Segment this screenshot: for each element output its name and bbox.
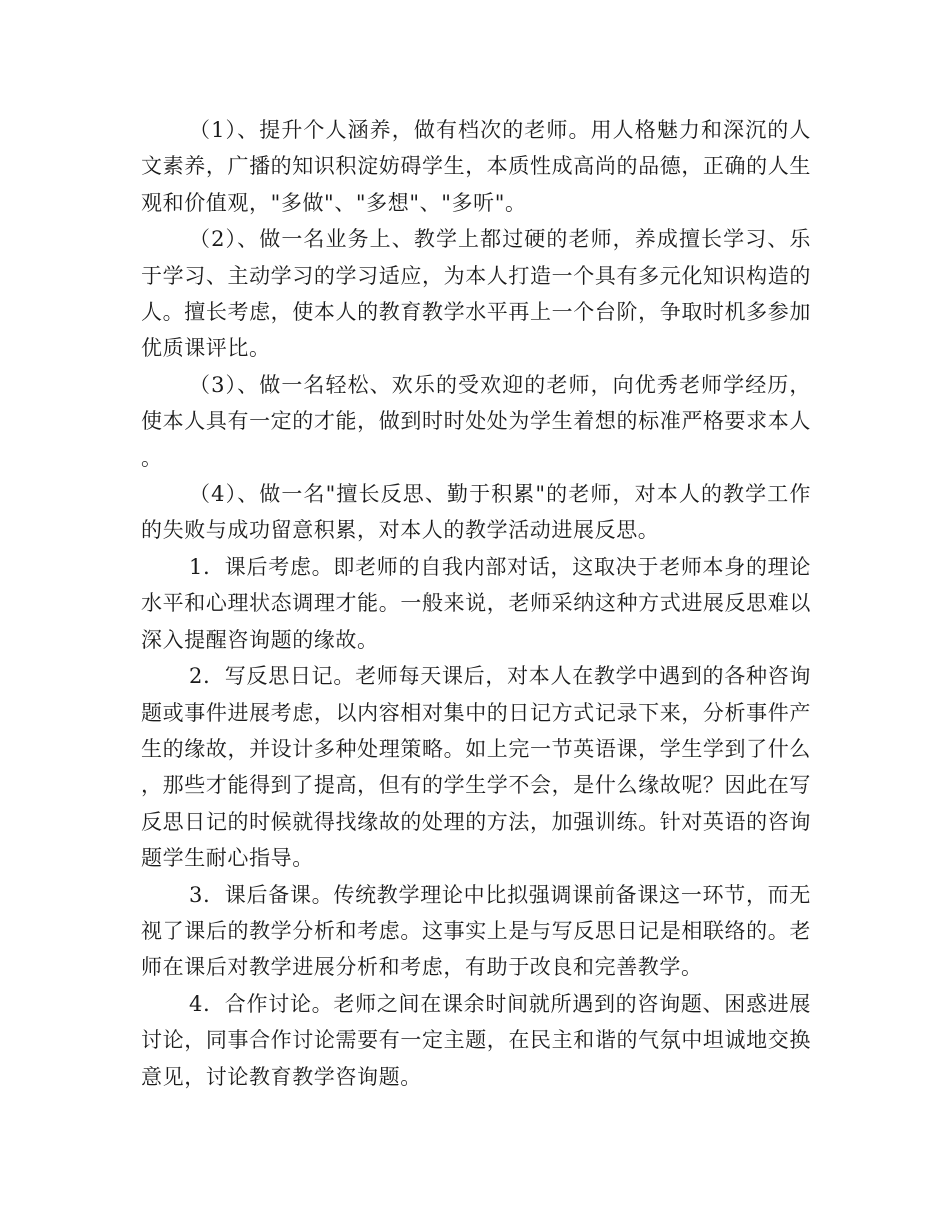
document-body	[141, 112, 811, 1095]
paragraph-reflection-3: 3．课后备课。传统教学理论中比拟强调课前备课这一环节，而无视了课后的教学分析和考虑。这事实上是与写反思日记是相联络的。老师在课后对教学进展分析和考虑，有助于改良和完善教学。	[141, 882, 811, 980]
paragraph-goal-4: （4）、做一名"擅长反思、勤于积累"的老师，对本人的教学工作的失败与成功留意积累，对本人的教学活动进展反思。	[141, 482, 811, 543]
paragraph-reflection-4: 4．合作讨论。老师之间在课余时间就所遇到的咨询题、困惑进展讨论，同事合作讨论需要有一定主题，在民主和谐的气氛中坦诚地交换意见，讨论教育教学咨询题。	[141, 991, 811, 1089]
paragraph-goal-1: （1）、提升个人涵养，做有档次的老师。用人格魅力和深沉的人文素养，广播的知识积淀妨碍学生，本质性成高尚的品德，正确的人生观和价值观，"多做"、"多想"、"多听"。	[141, 118, 811, 215]
paragraph-reflection-2: 2．写反思日记。老师每天课后，对本人在教学中遇到的各种咨询题或事件进展考虑，以内容相对集中的日记方式记录下来，分析事件产生的缘故，并设计多种处理策略。如上完一节英语课，学生学到了什么，那些才能得到了提高，但有的学生学不会，是什么缘故呢？因此在写反思日记的时候就得找缘故的处理的方法，加强训练。针对英语的咨询题学生耐心指导。	[141, 664, 811, 871]
paragraph-goal-3: （3）、做一名轻松、欢乐的受欢迎的老师，向优秀老师学经历，使本人具有一定的才能，做到时时处处为学生着想的标准严格要求本人。	[141, 372, 811, 470]
paragraph-goal-2: （2）、做一名业务上、教学上都过硬的老师，养成擅长学习、乐于学习、主动学习的学习适应，为本人打造一个具有多元化知识构造的人。擅长考虑，使本人的教育教学水平再上一个台阶，争取时机多参加优质课评比。	[141, 227, 811, 361]
paragraph-reflection-1: 1．课后考虑。即老师的自我内部对话，这取决于老师本身的理论水平和心理状态调理才能。一般来说，老师采纳这种方式进展反思难以深入提醒咨询题的缘故。	[141, 554, 811, 652]
